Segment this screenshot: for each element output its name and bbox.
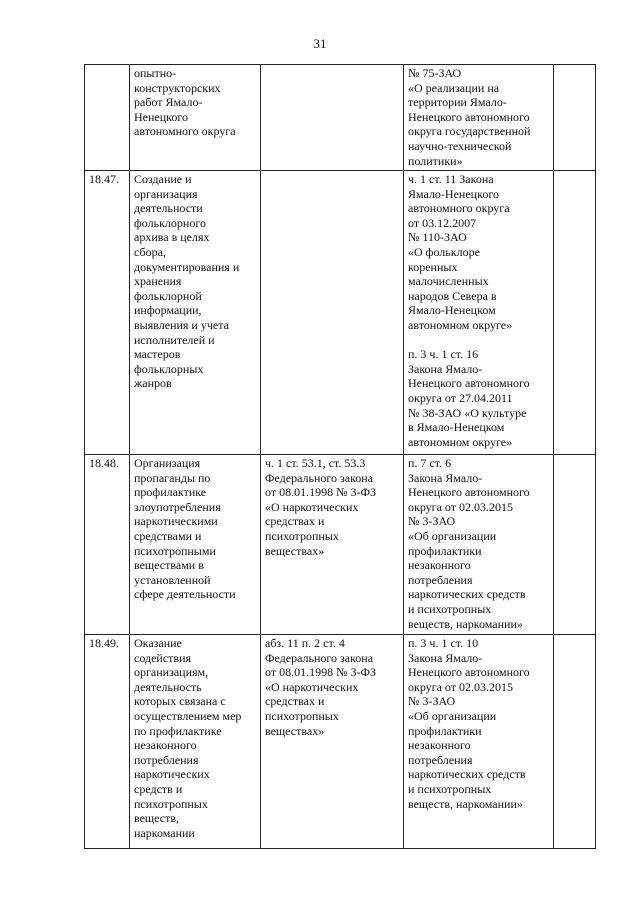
table-row — [85, 65, 596, 171]
extra-cell — [554, 171, 596, 455]
extra-cell — [554, 455, 596, 635]
power-name: Создание и организация деятельности фольклорного архива в целях сбора, документирования и хранения фольклорной информации, выявления и учета исполнителей и мастеров фольклорных жанров — [130, 171, 261, 455]
federal-basis — [261, 171, 404, 455]
powers-table — [84, 64, 596, 849]
row-number: 18.48. — [85, 455, 130, 635]
regional-basis: № 75-ЗАО «О реализации на территории Ямало- Ненецкого автономного округа государственной научно-технической политики» — [404, 65, 554, 171]
regional-basis: п. 3 ч. 1 ст. 10 Закона Ямало- Ненецкого автономного округа от 02.03.2015 № 3-ЗАО «Об организации профилактики незаконного потребления наркотических средств и психотропных веществ, наркомании» — [404, 635, 554, 849]
extra-cell — [554, 635, 596, 849]
table-row — [85, 171, 596, 455]
row-number: 18.49. — [85, 635, 130, 849]
federal-basis: ч. 1 ст. 53.1, ст. 53.3 Федерального закона от 08.01.1998 № 3-ФЗ «О наркотических средствах и психотропных веществах» — [261, 455, 404, 635]
row-number: 18.47. — [85, 171, 130, 455]
federal-basis — [261, 65, 404, 171]
table-row — [85, 455, 596, 635]
federal-basis: абз. 11 п. 2 ст. 4 Федерального закона от 08.01.1998 № 3-ФЗ «О наркотических средствах и психотропных веществах» — [261, 635, 404, 849]
page-number: 31 — [313, 36, 327, 51]
extra-cell — [554, 65, 596, 171]
table-row — [85, 635, 596, 849]
power-name: Оказание содействия организациям, деятельность которых связана с осуществлением мер по профилактике незаконного потребления наркотических средств и психотропных веществ, наркомании — [130, 635, 261, 849]
power-name: Организация пропаганды по профилактике злоупотребления наркотическими средствами и психотропными веществами в установленной сфере деятельности — [130, 455, 261, 635]
row-number — [85, 65, 130, 171]
regional-basis: п. 7 ст. 6 Закона Ямало- Ненецкого автономного округа от 02.03.2015 № 3-ЗАО «Об организации профилактики незаконного потребления наркотических средств и психотропных веществ, наркомании» — [404, 455, 554, 635]
power-name: опытно- конструкторских работ Ямало- Ненецкого автономного округа — [130, 65, 261, 171]
regional-basis: ч. 1 ст. 11 Закона Ямало-Ненецкого автономного округа от 03.12.2007 № 110-ЗАО «О фольклоре коренных малочисленных народов Севера в Ямало-Ненецком автономном округе» п. 3 ч. 1 ст. 16 Закона Ямало- Ненецкого автономного округа от 27.04.2011 № 38-ЗАО «О культуре в Ямало-Ненецком автономном округе» — [404, 171, 554, 455]
